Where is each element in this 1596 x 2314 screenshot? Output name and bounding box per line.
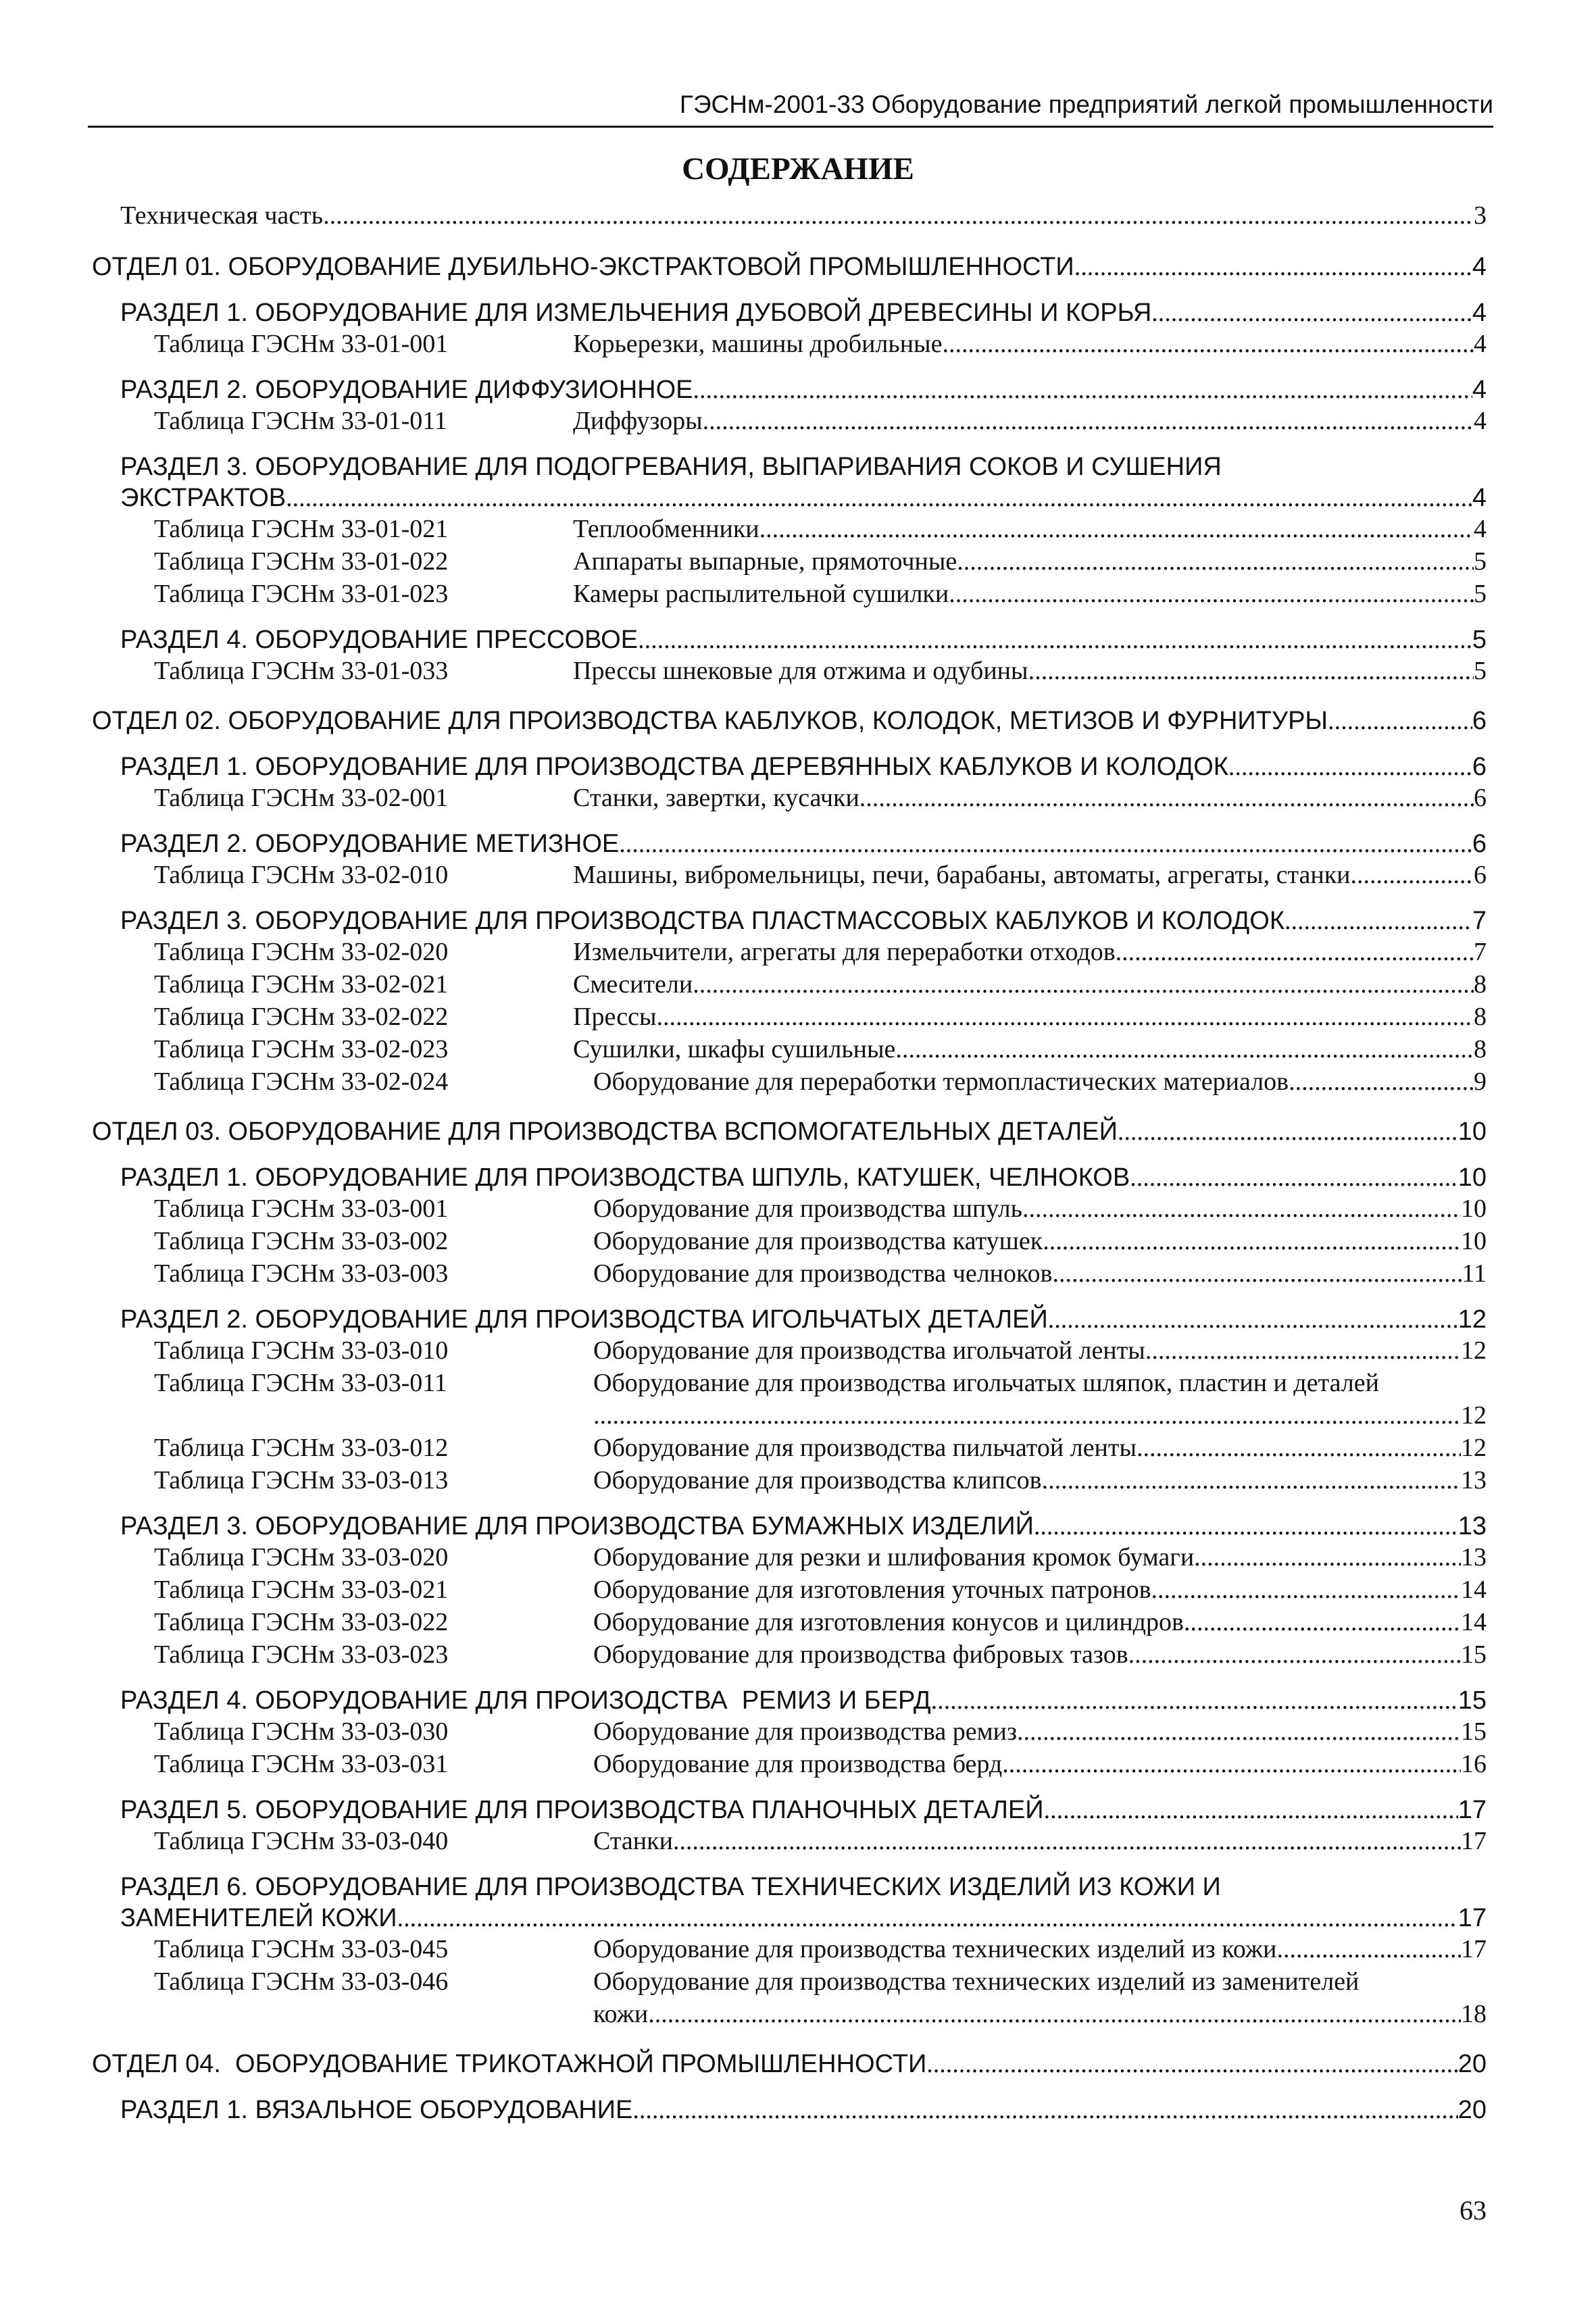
toc-entry-label: Оборудование для производства клипсов [593,1466,1042,1494]
table-code: Таблица ГЭСНм 33-01-033 [154,657,449,685]
toc-entry-table[interactable] [593,1335,1487,1366]
toc-entry-page: 4 [1474,515,1487,543]
toc-entry-label: Оборудование для производства шпуль [593,1194,1022,1223]
leader-dots [323,200,1474,231]
toc-entry-label: РАЗДЕЛ 4. ОБОРУДОВАНИЕ ПРЕССОВОЕ [120,626,639,654]
leader-dots [1128,1639,1461,1670]
toc-entry-page: 6 [1472,753,1487,781]
leader-dots [1118,1116,1458,1147]
toc-entry-page: 8 [1474,1035,1487,1063]
table-code: Таблица ГЭСНм 33-01-021 [154,515,449,543]
toc-entry-page: 6 [1472,830,1487,858]
table-code: Таблица ГЭСНм 33-03-013 [154,1466,449,1494]
toc-entry-page: 15 [1461,1640,1487,1669]
page-number: 63 [1460,2195,1487,2225]
toc-entry-page: 12 [1457,1305,1487,1334]
toc-entry-otdel-01[interactable] [92,251,1487,282]
leader-dots [1130,1162,1458,1193]
table-code: Таблица ГЭСНм 33-01-011 [154,407,447,435]
toc-entry-page: 5 [1474,580,1487,608]
toc-entry-label: Оборудование для производства ремиз [593,1717,1017,1746]
toc-entry-table[interactable] [573,546,1487,577]
leader-dots [949,578,1474,609]
toc-entry-table[interactable] [593,1998,1487,2030]
leader-dots [1151,1574,1461,1605]
leader-dots [1043,1226,1461,1257]
toc-entry-page: 7 [1474,938,1487,966]
table-code: Таблица ГЭСНм 33-03-031 [154,1750,449,1778]
toc-entry-page: 17 [1457,1796,1487,1824]
toc-entry-label: РАЗДЕЛ 2. ОБОРУДОВАНИЕ МЕТИЗНОЕ [120,830,620,858]
toc-entry-razdel[interactable] [120,1162,1487,1193]
toc-entry-label: Оборудование для производства пильчатой ленты [593,1434,1137,1462]
table-code: Таблица ГЭСНм 33-02-020 [154,938,449,966]
toc-entry-label: Оборудование для производства фибровых тазов [593,1640,1128,1669]
toc-entry-label: РАЗДЕЛ 4. ОБОРУДОВАНИЕ ДЛЯ ПРОИЗОДСТВА РЕМИЗ И БЕРД [120,1686,931,1715]
leader-dots [1137,1432,1461,1463]
toc-entry-page: 4 [1472,299,1487,327]
leader-dots [1022,1193,1461,1224]
toc-entry-table[interactable] [573,782,1487,813]
toc-entry-page: 4 [1472,253,1487,281]
leader-dots [1145,1335,1461,1366]
toc-entry-page: 8 [1474,970,1487,999]
toc-entry-table[interactable] [593,1607,1487,1638]
toc-entry-razdel-line1[interactable]: РАЗДЕЛ 6. ОБОРУДОВАНИЕ ДЛЯ ПРОИЗВОДСТВА ТЕХНИЧЕСКИХ ИЗДЕЛИЙ ИЗ КОЖИ И [120,1873,1221,1901]
toc-entry-page: 6 [1472,707,1487,735]
running-header: ГЭСНм-2001-33 Оборудование предприятий легкой промышленности [679,91,1493,118]
toc-entry-otdel-04[interactable] [92,2048,1487,2080]
table-code: Таблица ГЭСНм 33-01-022 [154,547,449,576]
table-code: Таблица ГЭСНм 33-03-020 [154,1543,449,1571]
table-code: Таблица ГЭСНм 33-02-010 [154,861,449,889]
toc-entry-label: Оборудование для производства челноков [593,1259,1053,1288]
toc-entry-label: Прессы шнековые для отжима и одубины [573,657,1028,685]
leader-dots [1044,1794,1458,1826]
leader-dots [1116,936,1474,967]
toc-entry-page: 14 [1461,1608,1487,1636]
table-code: Таблица ГЭСНм 33-03-022 [154,1608,449,1636]
toc-entry-page: 11 [1462,1259,1487,1288]
toc-entry-table[interactable] [573,513,1487,545]
table-code: Таблица ГЭСНм 33-02-023 [154,1035,449,1063]
toc-entry-page: 4 [1474,330,1487,358]
toc-entry-page: 10 [1461,1227,1487,1255]
toc-entry-page: 17 [1461,1935,1487,1963]
toc-entry-label: Камеры распылительной сушилки [573,580,949,608]
toc-entry-label: Диффузоры [573,407,703,435]
leader-dots [931,1685,1458,1716]
toc-entry-page: 17 [1457,1904,1487,1932]
toc-entry-table[interactable] [593,1400,1487,1431]
leader-dots [286,482,1472,513]
table-code: Таблица ГЭСНм 33-03-002 [154,1227,449,1255]
toc-entry-table[interactable] [593,1574,1487,1605]
toc-entry-label: РАЗДЕЛ 5. ОБОРУДОВАНИЕ ДЛЯ ПРОИЗВОДСТВА ПЛАНОЧНЫХ ДЕТАЛЕЙ [120,1796,1044,1824]
toc-entry-label: Оборудование для резки и шлифования кромок бумаги [593,1543,1195,1571]
table-code: Таблица ГЭСНм 33-03-023 [154,1640,449,1669]
toc-entry-table[interactable] [573,405,1487,436]
toc-entry-page: 17 [1461,1827,1487,1855]
toc-entry-razdel[interactable] [120,482,1487,513]
toc-entry-page: 15 [1457,1686,1487,1715]
toc-entry-page: 20 [1457,2050,1487,2078]
toc-entry-page: 6 [1474,861,1487,889]
toc-entry-label: РАЗДЕЛ 3. ОБОРУДОВАНИЕ ДЛЯ ПРОИЗВОДСТВА БУМАЖНЫХ ИЗДЕЛИЙ [120,1512,1034,1540]
leader-dots [926,2048,1457,2080]
toc-entry-page: 15 [1461,1717,1487,1746]
toc-entry-label: Оборудование для производства катушек [593,1227,1043,1255]
toc-entry-razdel-line1[interactable]: РАЗДЕЛ 3. ОБОРУДОВАНИЕ ДЛЯ ПОДОГРЕВАНИЯ, ВЫПАРИВАНИЯ СОКОВ И СУШЕНИЯ [120,453,1222,481]
toc-entry-table[interactable] [573,936,1487,967]
toc-entry-page: 9 [1474,1067,1487,1096]
toc-entry-label: РАЗДЕЛ 1. ОБОРУДОВАНИЕ ДЛЯ ПРОИЗВОДСТВА ШПУЛЬ, КАТУШЕК, ЧЕЛНОКОВ [120,1163,1130,1192]
toc-entry-label: РАЗДЕЛ 1. ОБОРУДОВАНИЕ ДЛЯ ПРОИЗВОДСТВА ДЕРЕВЯННЫХ КАБЛУКОВ И КОЛОДОК [120,753,1228,781]
toc-entry-label: Измельчители, агрегаты для переработки отходов [573,938,1116,966]
toc-entry-technical-part[interactable] [120,200,1487,231]
toc-entry-razdel[interactable] [120,828,1487,859]
toc-entry-razdel[interactable] [120,1304,1487,1335]
leader-dots [638,624,1472,655]
leader-dots [895,1034,1474,1065]
leader-dots [1289,1066,1474,1097]
toc-entry-page: 12 [1461,1336,1487,1365]
leader-dots [859,782,1474,813]
table-code: Таблица ГЭСНм 33-03-012 [154,1434,449,1462]
toc-entry-table-line1[interactable]: Оборудование для производства технических изделий из заменителей [593,1967,1360,1996]
toc-entry-table[interactable] [573,328,1487,359]
toc-entry-table[interactable] [593,1934,1487,1965]
toc-entry-table[interactable] [573,859,1487,890]
leader-dots [397,1903,1458,1934]
toc-entry-label: Станки, завертки, кусачки [573,784,859,812]
toc-entry-label: ОТДЕЛ 04. ОБОРУДОВАНИЕ ТРИКОТАЖНОЙ ПРОМЫШЛЕННОСТИ [92,2050,927,2078]
leader-dots [648,1998,1461,2030]
toc-entry-table[interactable] [593,1639,1487,1670]
leader-dots [1017,1716,1461,1747]
toc-entry-razdel[interactable] [120,1685,1487,1716]
toc-entry-page: 4 [1472,376,1487,404]
toc-entry-label: Смесители [573,970,693,999]
toc-entry-label: Аппараты выпарные, прямоточные [573,547,957,576]
toc-entry-page: 18 [1461,2000,1487,2028]
toc-entry-razdel[interactable] [120,1794,1487,1826]
toc-entry-page: 12 [1461,1401,1487,1430]
toc-entry-label: Оборудование для производства берд [593,1750,1003,1778]
toc-entry-page: 6 [1474,784,1487,812]
leader-dots [657,1001,1474,1032]
leader-dots [693,969,1474,1000]
toc-entry-page: 10 [1461,1194,1487,1223]
toc-entry-page: 3 [1474,201,1487,230]
leader-dots [942,328,1474,359]
table-code: Таблица ГЭСНм 33-02-024 [154,1067,449,1096]
toc-entry-label: Оборудование для изготовления конусов и цилиндров [593,1608,1184,1636]
leader-dots [759,513,1474,545]
toc-entry-label: кожи [593,2000,649,2028]
toc-entry-table[interactable] [593,1258,1487,1289]
toc-entry-razdel[interactable] [120,2094,1487,2126]
toc-entry-label: Оборудование для производства игольчатой ленты [593,1336,1145,1365]
table-code: Таблица ГЭСНм 33-03-003 [154,1259,449,1288]
toc-entry-razdel[interactable] [120,751,1487,782]
toc-entry-table-line1[interactable]: Оборудование для производства игольчатых шляпок, пластин и деталей [593,1369,1380,1397]
toc-entry-label: Сушилки, шкафы сушильные [573,1035,896,1063]
toc-entry-razdel[interactable] [120,1511,1487,1542]
table-code: Таблица ГЭСНм 33-03-030 [154,1717,449,1746]
leader-dots [1276,1934,1461,1965]
leader-dots [1048,1304,1458,1335]
leader-dots [1028,655,1474,686]
toc-entry-otdel-03[interactable] [92,1116,1487,1147]
leader-dots [593,1400,1461,1431]
toc-entry-label: Машины, вибромельницы, печи, барабаны, автоматы, агрегаты, станки [573,861,1351,889]
leader-dots [1042,1465,1461,1496]
leader-dots [1151,297,1472,328]
toc-entry-label: ЗАМЕНИТЕЛЕЙ КОЖИ [120,1904,397,1932]
toc-entry-page: 16 [1461,1750,1487,1778]
table-code: Таблица ГЭСНм 33-03-045 [154,1935,449,1963]
table-code: Таблица ГЭСНм 33-01-023 [154,580,449,608]
leader-dots [1351,859,1474,890]
leader-dots [1228,751,1472,782]
toc-entry-label: РАЗДЕЛ 2. ОБОРУДОВАНИЕ ДЛЯ ПРОИЗВОДСТВА ИГОЛЬЧАТЫХ ДЕТАЛЕЙ [120,1305,1048,1334]
toc-entry-label: Оборудование для производства технических изделий из кожи [593,1935,1277,1963]
toc-entry-page: 8 [1474,1003,1487,1031]
table-code: Таблица ГЭСНм 33-02-021 [154,970,449,999]
toc-entry-page: 14 [1461,1576,1487,1604]
toc-entry-page: 4 [1474,407,1487,435]
table-code: Таблица ГЭСНм 33-03-021 [154,1576,449,1604]
toc-entry-label: Прессы [573,1003,657,1031]
toc-entry-table[interactable] [573,1034,1487,1065]
toc-entry-label: ЭКСТРАКТОВ [120,484,286,512]
toc-entry-table[interactable] [593,1193,1487,1224]
page-title: СОДЕРЖАНИЕ [682,151,914,186]
table-code: Таблица ГЭСНм 33-03-010 [154,1336,449,1365]
table-code: Таблица ГЭСНм 33-03-001 [154,1194,449,1223]
toc-entry-table[interactable] [593,1226,1487,1257]
leader-dots [1194,1542,1461,1573]
toc-entry-table[interactable] [593,1066,1487,1097]
table-code: Таблица ГЭСНм 33-01-001 [154,330,449,358]
toc-entry-label: Оборудование для переработки термопластических материалов [593,1067,1289,1096]
toc-entry-page: 5 [1474,547,1487,576]
toc-entry-razdel[interactable] [120,1903,1487,1934]
leader-dots [632,2094,1457,2126]
toc-entry-page: 4 [1472,484,1487,512]
toc-entry-table[interactable] [593,1749,1487,1780]
toc-entry-page: 5 [1474,657,1487,685]
table-code: Таблица ГЭСНм 33-03-011 [154,1369,447,1397]
toc-entry-razdel[interactable] [120,297,1487,328]
table-code: Таблица ГЭСНм 33-03-046 [154,1967,449,1996]
toc-entry-razdel[interactable] [120,905,1487,936]
toc-entry-razdel[interactable] [120,624,1487,655]
leader-dots [1328,705,1472,736]
leader-dots [1184,1607,1461,1638]
leader-dots [1074,251,1472,282]
table-code: Таблица ГЭСНм 33-03-040 [154,1827,449,1855]
toc-entry-table[interactable] [593,1432,1487,1463]
toc-entry-label: РАЗДЕЛ 2. ОБОРУДОВАНИЕ ДИФФУЗИОННОЕ [120,376,693,404]
toc-entry-otdel-02[interactable] [92,705,1487,736]
toc-entry-table[interactable] [593,1716,1487,1747]
leader-dots [957,546,1474,577]
toc-entry-page: 13 [1461,1466,1487,1494]
toc-entry-label: ОТДЕЛ 01. ОБОРУДОВАНИЕ ДУБИЛЬНО-ЭКСТРАКТОВОЙ ПРОМЫШЛЕННОСТИ [92,253,1074,281]
toc-entry-label: Корьерезки, машины дробильные [573,330,943,358]
leader-dots [619,828,1472,859]
toc-entry-page: 10 [1457,1163,1487,1192]
toc-entry-page: 13 [1457,1512,1487,1540]
toc-entry-page: 13 [1461,1543,1487,1571]
toc-entry-table[interactable] [593,1542,1487,1573]
table-code: Таблица ГЭСНм 33-02-001 [154,784,449,812]
toc-entry-label: Техническая часть [120,201,324,230]
toc-entry-page: 20 [1457,2096,1487,2124]
leader-dots [1002,1749,1461,1780]
leader-dots [703,405,1474,436]
toc-entry-label: ОТДЕЛ 03. ОБОРУДОВАНИЕ ДЛЯ ПРОИЗВОДСТВА ВСПОМОГАТЕЛЬНЫХ ДЕТАЛЕЙ [92,1117,1118,1146]
toc-entry-page: 12 [1461,1434,1487,1462]
leader-dots [1034,1511,1458,1542]
leader-dots [1285,905,1472,936]
toc-entry-table[interactable] [573,969,1487,1000]
toc-entry-table[interactable] [573,578,1487,609]
toc-entry-label: Оборудование для изготовления уточных патронов [593,1576,1151,1604]
toc-entry-table[interactable] [593,1826,1487,1857]
leader-dots [693,374,1472,405]
toc-entry-table[interactable] [573,1001,1487,1032]
toc-entry-label: Станки [593,1827,673,1855]
toc-entry-page: 7 [1472,907,1487,935]
leader-dots [673,1826,1461,1857]
toc-entry-label: Теплообменники [573,515,759,543]
toc-entry-razdel[interactable] [120,374,1487,405]
toc-entry-label: РАЗДЕЛ 3. ОБОРУДОВАНИЕ ДЛЯ ПРОИЗВОДСТВА ПЛАСТМАССОВЫХ КАБЛУКОВ И КОЛОДОК [120,907,1285,935]
leader-dots [1052,1258,1462,1289]
toc-entry-page: 5 [1472,626,1487,654]
toc-entry-label: РАЗДЕЛ 1. ОБОРУДОВАНИЕ ДЛЯ ИЗМЕЛЬЧЕНИЯ ДУБОВОЙ ДРЕВЕСИНЫ И КОРЬЯ [120,299,1152,327]
toc-entry-table[interactable] [573,655,1487,686]
toc-entry-table[interactable] [593,1465,1487,1496]
toc-entry-page: 10 [1457,1117,1487,1146]
toc-entry-label: РАЗДЕЛ 1. ВЯЗАЛЬНОЕ ОБОРУДОВАНИЕ [120,2096,633,2124]
toc-entry-label: ОТДЕЛ 02. ОБОРУДОВАНИЕ ДЛЯ ПРОИЗВОДСТВА КАБЛУКОВ, КОЛОДОК, МЕТИЗОВ И ФУРНИТУРЫ [92,707,1328,735]
table-code: Таблица ГЭСНм 33-02-022 [154,1003,449,1031]
